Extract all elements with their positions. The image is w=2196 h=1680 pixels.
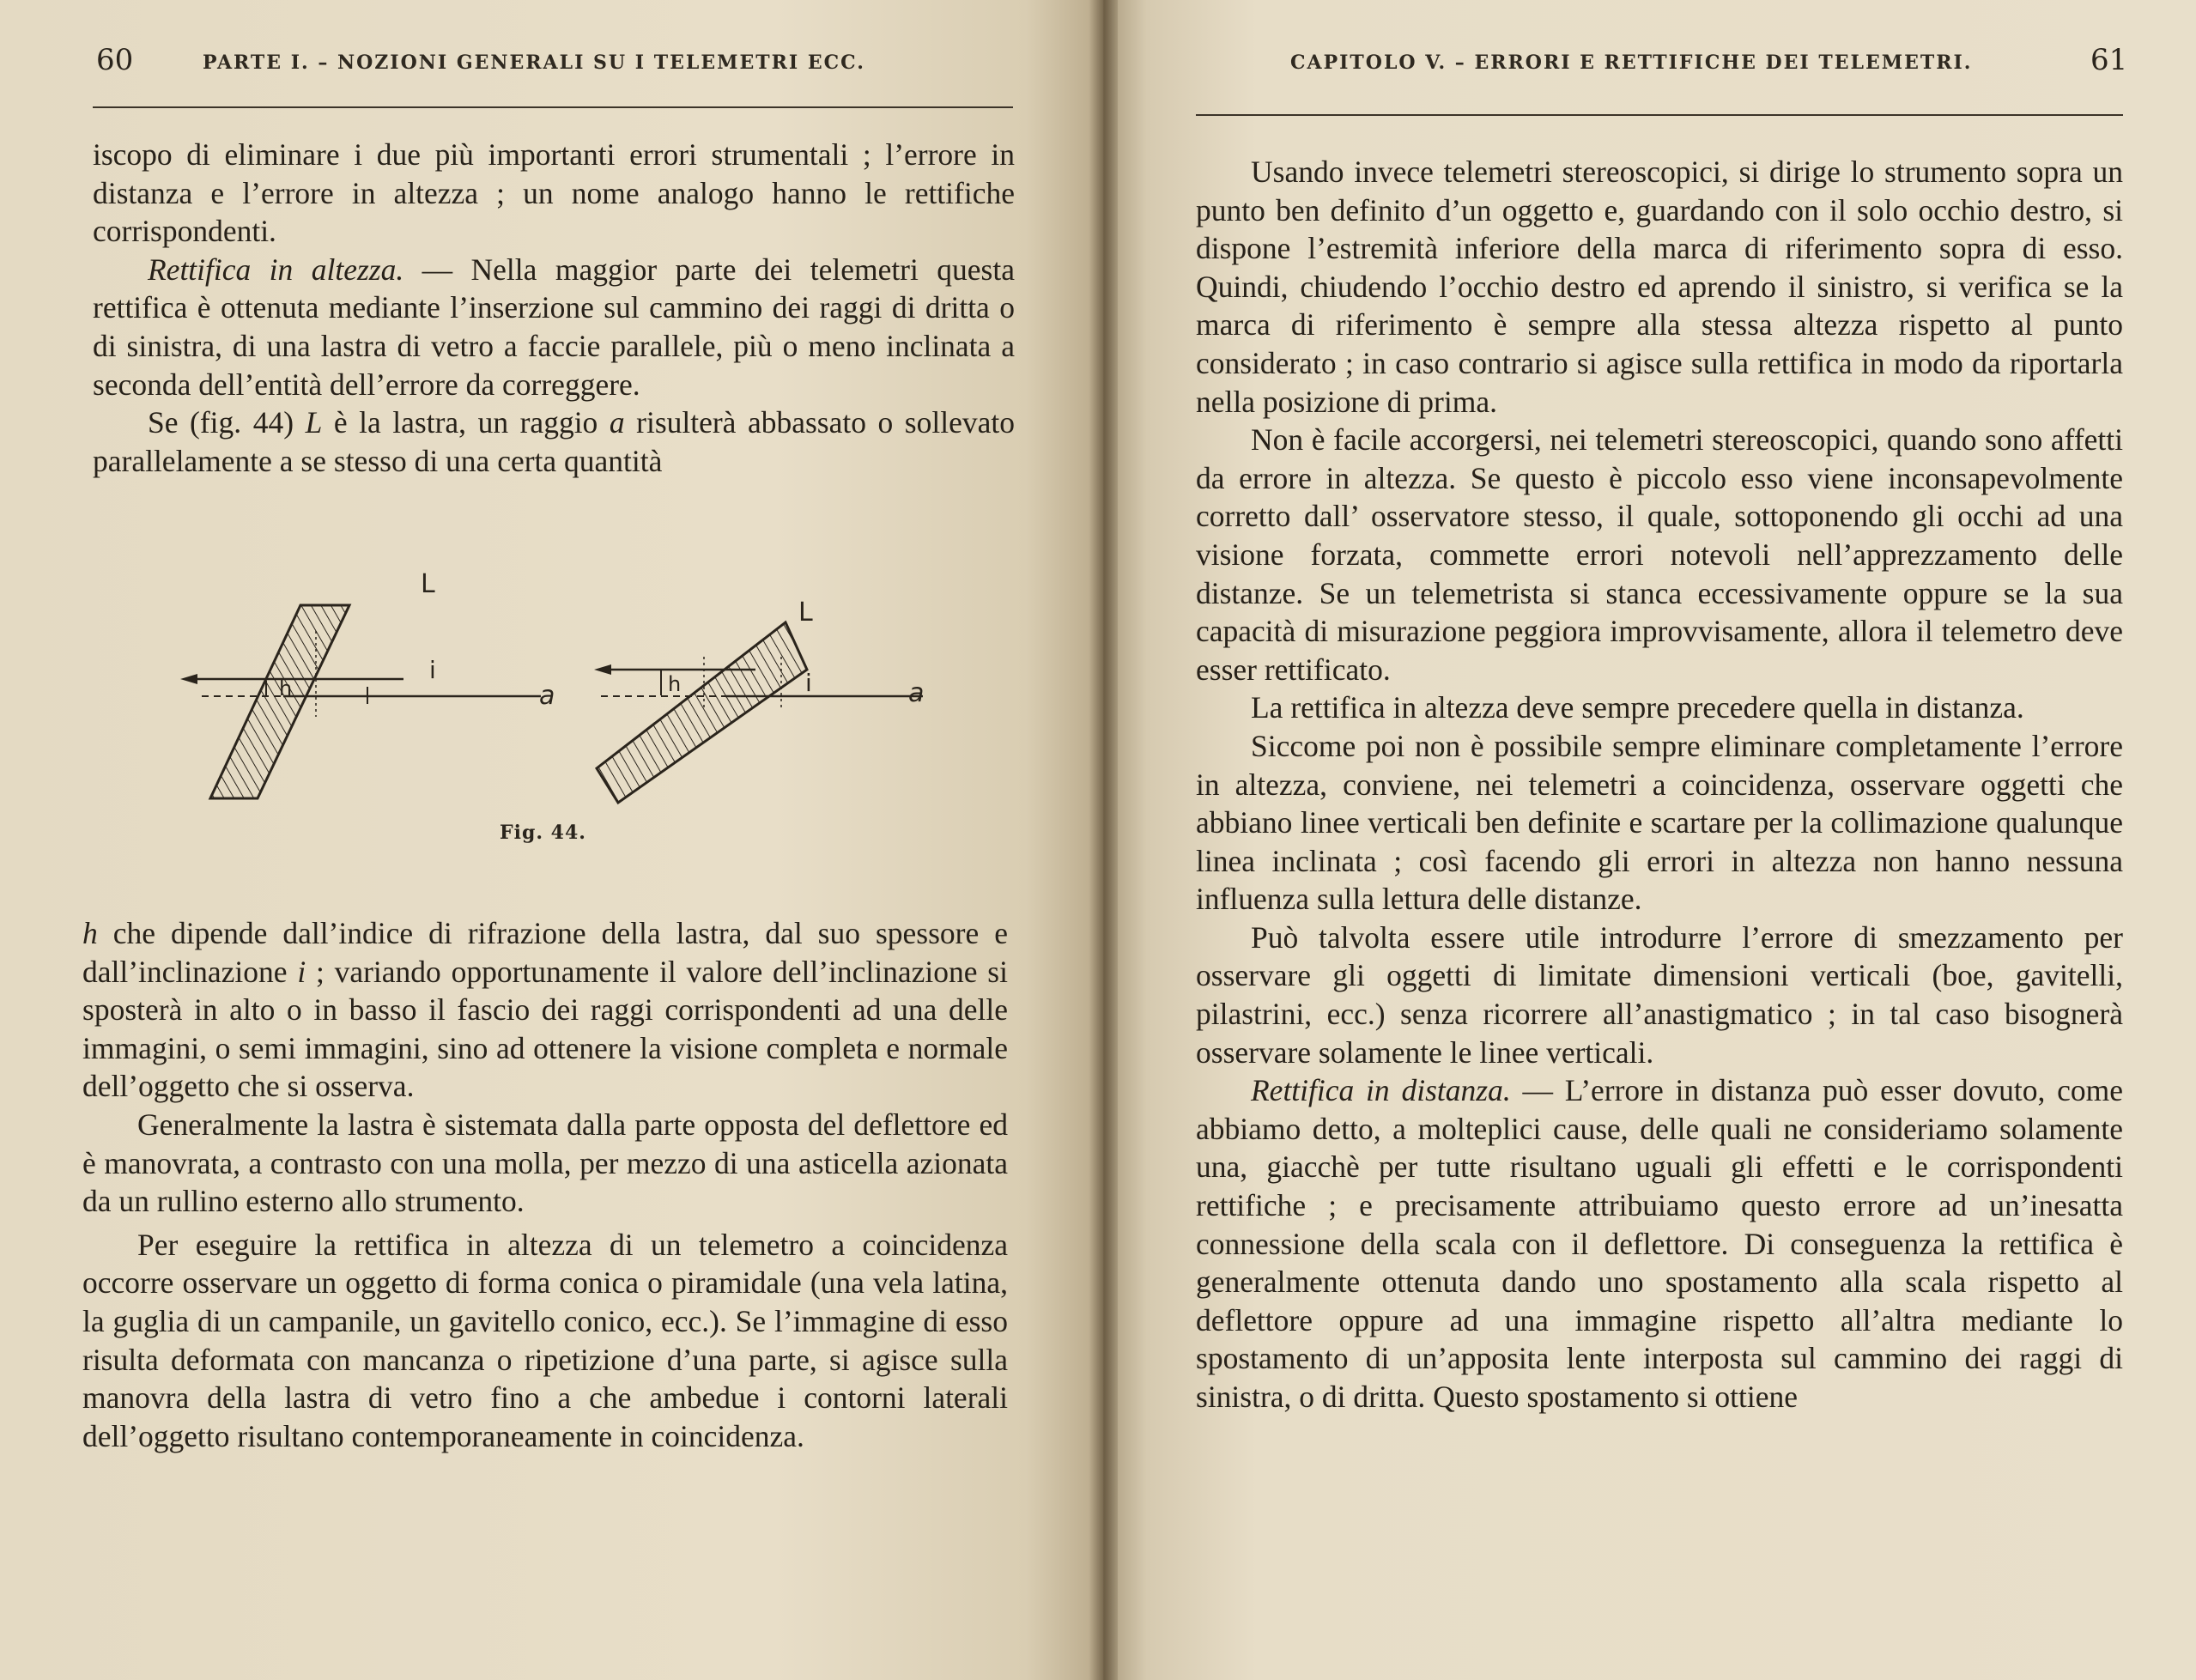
figure-label-a: a [908,678,925,708]
section-title: Rettifica in distanza. [1251,1073,1511,1108]
figure-label-i: i [429,656,436,684]
diagram-left [180,571,555,798]
page-number: 61 [2090,43,2128,77]
paragraph: Per eseguire la rettifica in altezza di un telemetro a coincidenza occorre osservare un oggetto di forma conica o piramidale (una vela latina, la guglia di un campanile, un gavitello conico, ecc.). Se l’immagine di esso risulta deformata con mancanza o ripetizione d’una parte, si agisce sulla manovra della lastra di vetro fino a che ambedue i contorni laterali dell’oggetto risultano contemporaneamente in coincidenza. [82,1227,1008,1453]
figure-label-L: L [798,597,813,628]
figure-label-h: h [668,672,682,696]
paragraph: Rettifica in distanza. — L’errore in distanza può esser dovuto, come abbiamo detto, a molteplici cause, delle quali ne consideriamo solamente una, giacchè per tutte risultano uguali gli effetti e le corrispondenti rettifiche ; e precisamente attribuiamo questo errore ad un’inesatta connessione della scala con il deflettore. Di conseguenza la rettifica è generalmente ottenuta dando uno spostamento alla scala rispetto al deflettore oppure ad una immagine rispetto all’altra mediante lo spostamento di un’apposita lente interposta sul cammino dei raggi di sinistra, o di dritta. Questo spostamento si ottiene [1196,1073,2124,1414]
figure-44 [172,571,944,820]
running-head: PARTE I. – NOZIONI GENERALI SU I TELEMETRI ECC. [203,52,865,74]
paragraph: Non è facile accorgersi, nei telemetri stereoscopici, quando sono affetti da errore in altezza. Se questo è piccolo esso viene inconsapevolmente corretto dall’ osservatore stesso, il quale, sottoponendo gli occhi ad una visione forzata, commette errori notevoli nell’apprezzamento delle distanze. Se un telemetrista si stanca eccessivamente oppure se la sua capacità di misurazione peggiora improvvisamente, allora il telemetro deve esser rettificato. [1196,422,2123,687]
gutter-shadow [1089,0,1118,1680]
paragraph: iscopo di eliminare i due più importanti errori strumentali ; l’errore in distanza e l’errore in altezza ; un nome analogo hanno le rettifiche corrispondenti. [93,137,1015,249]
section-title: Rettifica in altezza. [148,252,404,287]
header-rule [1196,114,2123,116]
paragraph: La rettifica in altezza deve sempre precedere quella in distanza. [1251,690,2024,725]
figure-label-L: L [421,571,435,599]
paragraph: Siccome poi non è possibile sempre eliminare completamente l’errore in altezza, conviene, nei telemetri a coincidenza, osservare oggetti che abbiano linee verticali ben definite e scartare per la collimazione qualunque linea inclinata ; così facendo gli errori in altezza non hanno nessuna influenza sulla lettura delle distanze. [1196,728,2123,917]
text-block-bottom [82,914,1008,1455]
paragraph: Se (fig. 44) L è la lastra, un raggio a risulterà abbassato o sollevato parallelamente a se stesso di una certa quantità [93,405,1015,478]
header-rule [93,106,1013,108]
paragraph: Generalmente la lastra è sistemata dalla parte opposta del deflettore ed è manovrata, a contrasto con una molla, per mezzo di una asticella azionata da un rullino esterno allo strumento. [82,1107,1008,1219]
figure-label-i: i [805,669,812,697]
diagram-right [594,597,924,803]
text-block [1196,153,2123,1416]
figure-label-a: a [539,681,555,711]
paragraph: Può talvolta essere utile introdurre l’errore di smezzamento per osservare gli oggetti di limitate dimensioni verticali (boe, gavitelli, pilastrini, ecc.) senza ricorrere all’anastigmatico ; in tal caso bisognerà osservare solamente le linee verticali. [1196,919,2123,1070]
text-block-top [93,136,1015,480]
paragraph: Rettifica in altezza. — Nella maggior parte dei telemetri questa rettifica è ottenuta mediante l’inserzione sul cammino dei raggi di dritta o di sinistra, di una lastra di vetro a faccie parallele, più o meno inclinata a seconda dell’entità dell’errore da correggere. [93,252,1015,402]
right-page [1103,0,2196,1680]
figure-label-h: h [279,676,293,701]
paragraph: Usando invece telemetri stereoscopici, si dirige lo strumento sopra un punto ben definito d’un oggetto e, guardando con il solo occhio destro, si dispone l’estremità inferiore della marca di riferimento sopra di esso. Quindi, chiudendo l’occhio destro ed aprendo il sinistro, si verifica se la marca di riferimento è sempre alla stessa altezza rispetto al punto considerato ; in caso contrario si agisce sulla rettifica in modo da riportarla nella posizione di prima. [1196,155,2123,419]
running-head: CAPITOLO V. – ERRORI E RETTIFICHE DEI TELEMETRI. [1290,52,1973,74]
page-number: 60 [96,43,134,77]
figure-caption: Fig. 44. [500,822,586,844]
paragraph: h che dipende dall’indice di rifrazione della lastra, dal suo spessore e dall’inclinazione i ; variando opportunamente il valore dell’inclinazione si sposterà in alto o in basso il fascio dei raggi corrispondenti ad una delle immagini, o semi immagini, sino ad ottenere la visione completa e normale dell’oggetto che si osserva. [82,916,1008,1104]
